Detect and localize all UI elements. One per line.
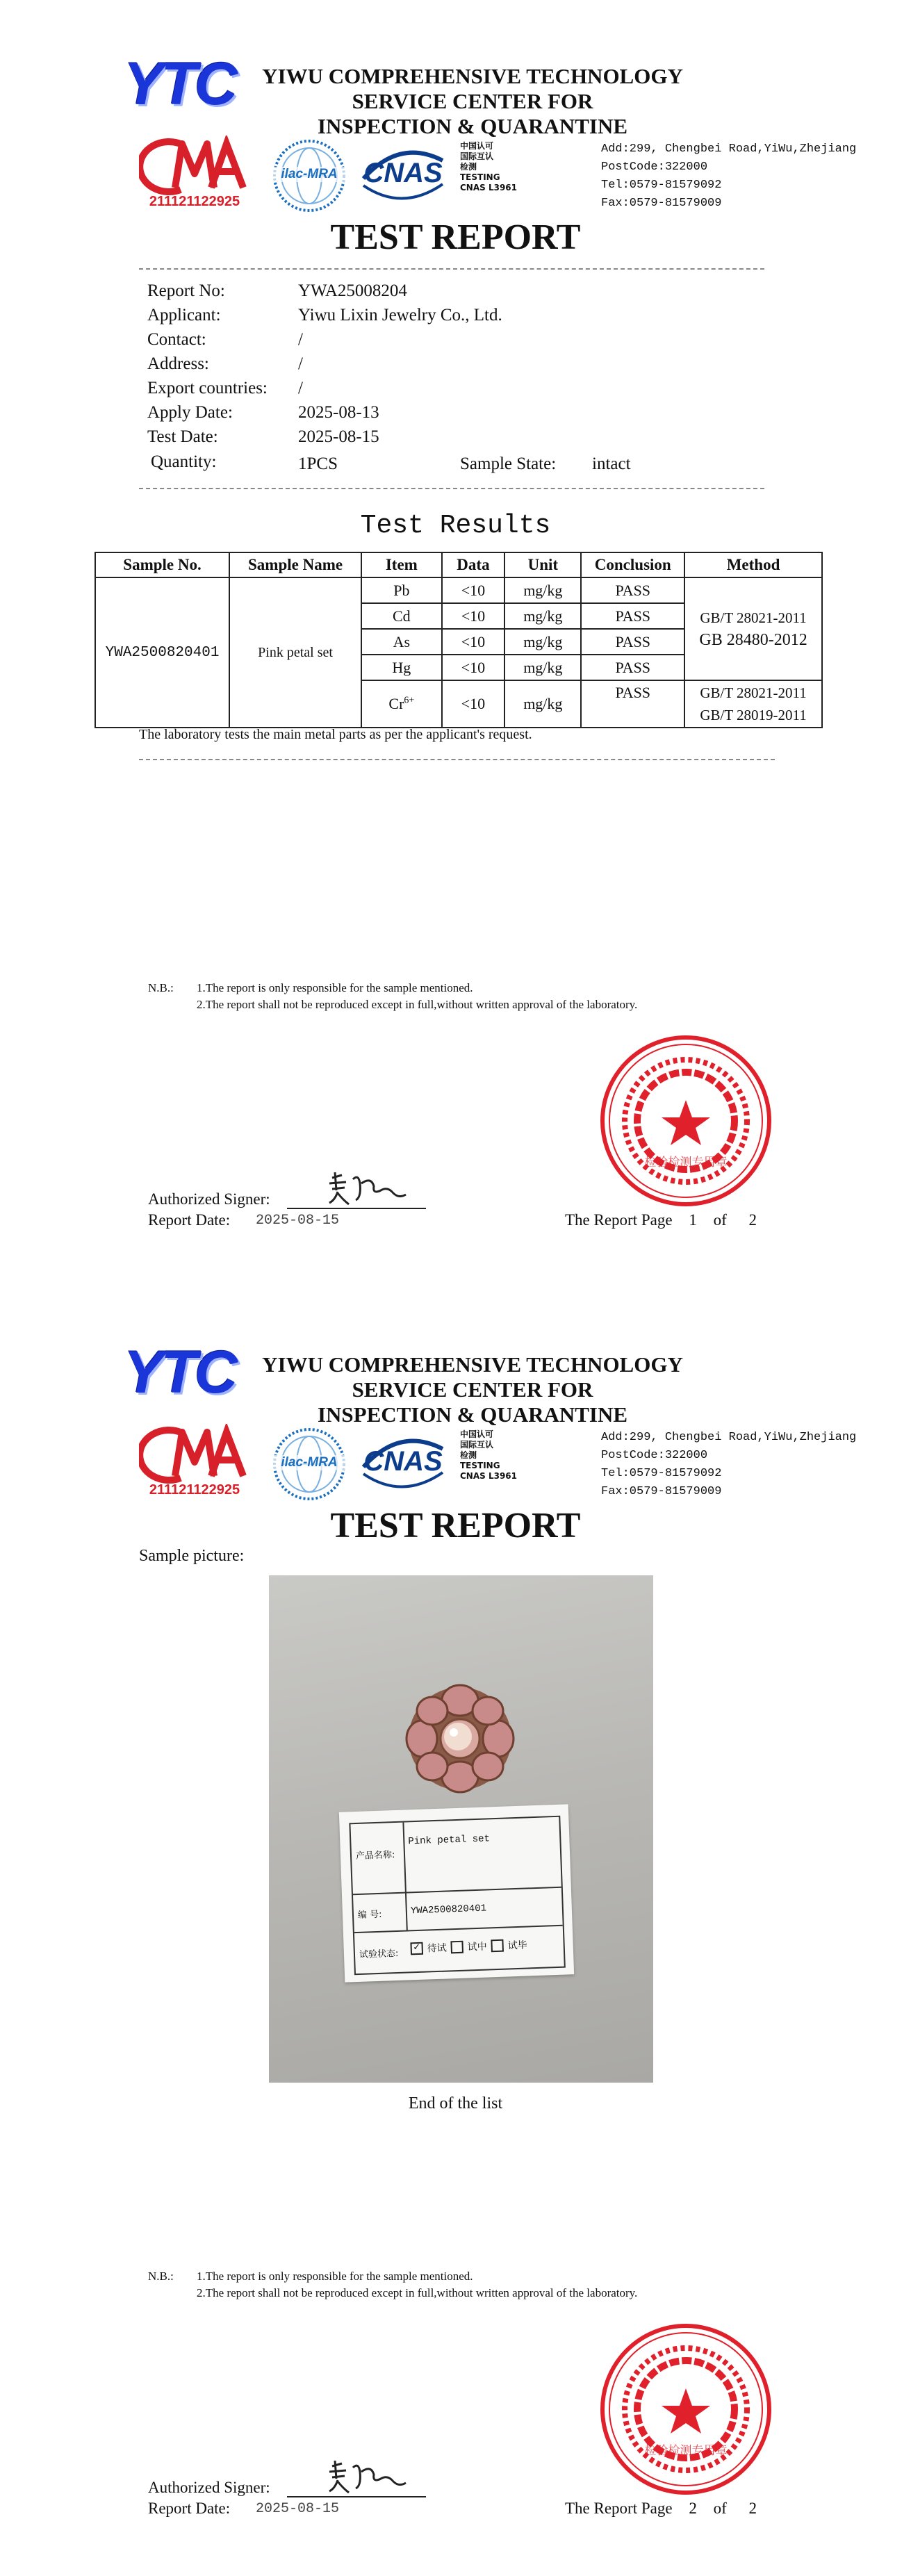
col-sample-no: Sample No. (95, 552, 229, 577)
conclusion-cell: PASS (581, 603, 684, 629)
card-option-3: 试毕 (507, 1939, 527, 1952)
data-cell: <10 (442, 577, 505, 603)
address-label: Address: (147, 354, 209, 373)
cnas-text: CNAS (363, 158, 443, 188)
checkbox-icon (491, 1939, 504, 1953)
data-cell: <10 (442, 629, 505, 655)
ytc-logo: YTC (124, 1339, 235, 1406)
card-option-2: 试中 (467, 1941, 487, 1953)
cma-logo (139, 136, 250, 212)
of-label: of (713, 2500, 727, 2517)
card-no-value: YWA2500820401 (410, 1903, 487, 1917)
page-current: 1 (689, 1211, 697, 1229)
unit-cell: mg/kg (504, 603, 581, 629)
divider (139, 488, 764, 489)
page-current: 2 (689, 2500, 697, 2517)
table-row (95, 577, 822, 603)
contact-value: / (298, 330, 303, 349)
applicant-value: Yiwu Lixin Jewelry Co., Ltd. (298, 306, 502, 325)
apply-date-label: Apply Date: (147, 403, 233, 422)
contact-block (601, 140, 856, 213)
jewelry-icon (401, 1680, 519, 1798)
org-fax: Fax:0579-81579009 (601, 1485, 722, 1498)
card-name-label: 产品名称: (355, 1850, 395, 1862)
report-date-value: 2025-08-15 (256, 1213, 340, 1229)
org-line-1: YIWU COMPREHENSIVE TECHNOLOGY (262, 64, 683, 88)
sample-picture-label: Sample picture: (139, 1547, 245, 1565)
report-page-2 (0, 1288, 911, 2576)
test-date-label: Test Date: (147, 427, 218, 446)
sample-state-label: Sample State: (460, 454, 557, 473)
org-fax: Fax:0579-81579009 (601, 197, 722, 210)
report-title: TEST REPORT (330, 218, 581, 257)
divider (139, 268, 764, 270)
end-of-list: End of the list (408, 2094, 503, 2113)
report-no-value: YWA25008204 (298, 281, 407, 300)
col-item: Item (361, 552, 442, 577)
item-cell: As (361, 629, 442, 655)
nb-label: N.B.: (148, 981, 174, 994)
nb-notes (148, 980, 773, 1011)
conclusion-cell: PASS (581, 655, 684, 680)
org-line-2: SERVICE CENTER FOR (352, 89, 593, 113)
org-postcode: PostCode:322000 (601, 161, 708, 174)
org-name (257, 1352, 688, 1427)
cnas-cn-2: 国际互认 (460, 1440, 494, 1450)
item-cell: Pb (361, 577, 442, 603)
checkbox-icon (450, 1941, 463, 1954)
cnas-text: CNAS (363, 1446, 443, 1477)
nb-notes (148, 2268, 773, 2299)
sample-state-value: intact (592, 454, 631, 473)
contact-block (601, 1429, 856, 1501)
cma-number: 211121122925 (149, 194, 240, 209)
org-line-1: YIWU COMPREHENSIVE TECHNOLOGY (262, 1352, 683, 1377)
nb-line-1: 1.The report is only responsible for the sample mentioned. (197, 981, 473, 994)
stamp-center-text: 检验检测专用章 (644, 2444, 728, 2458)
org-line-3: INSPECTION & QUARANTINE (317, 114, 628, 138)
cnas-cn-3: 检测 (460, 162, 477, 172)
cnas-caption (460, 1429, 517, 1482)
item-cr: Cr (388, 695, 404, 712)
nb-label: N.B.: (148, 2270, 174, 2283)
org-address: Add:299, Chengbei Road,YiWu,Zhejiang (601, 1431, 857, 1444)
data-cell: <10 (442, 603, 505, 629)
ilac-mra-logo (271, 1426, 347, 1502)
cnas-logo (358, 142, 448, 205)
org-postcode: PostCode:322000 (601, 1449, 708, 1462)
org-tel: Tel:0579-81579092 (601, 179, 722, 192)
unit-cell: mg/kg (504, 680, 581, 728)
conclusion-cell: PASS (581, 629, 684, 655)
data-cell: <10 (442, 655, 505, 680)
quantity-label: Quantity: (151, 452, 217, 471)
card-option-1: 待试 (427, 1942, 448, 1955)
org-address: Add:299, Chengbei Road,YiWu,Zhejiang (601, 142, 857, 156)
export-value: / (298, 379, 303, 397)
org-line-2: SERVICE CENTER FOR (352, 1377, 593, 1402)
col-data: Data (442, 552, 505, 577)
report-no-label: Report No: (147, 281, 225, 300)
results-header-row (95, 552, 822, 577)
apply-date-value: 2025-08-13 (298, 403, 379, 422)
page-number (565, 1211, 757, 1229)
cnas-logo (358, 1431, 448, 1493)
page-label: The Report Page (565, 2500, 673, 2517)
org-name (257, 64, 688, 139)
divider (139, 759, 775, 760)
of-label: of (713, 1211, 727, 1229)
signer-label: Authorized Signer: (148, 1190, 270, 1208)
data-cell: <10 (442, 680, 505, 728)
sample-photo (269, 1575, 653, 2083)
col-sample-name: Sample Name (229, 552, 361, 577)
method-cell-2 (684, 680, 822, 728)
report-date-label: Report Date: (148, 2500, 231, 2517)
applicant-label: Applicant: (147, 306, 221, 325)
col-unit: Unit (504, 552, 581, 577)
org-tel: Tel:0579-81579092 (601, 1467, 722, 1480)
ytc-logo: YTC (124, 51, 235, 117)
signer-label: Authorized Signer: (148, 2479, 270, 2496)
quantity-value: 1PCS (298, 454, 338, 473)
signature-line (287, 1208, 426, 1209)
item-cell: Cd (361, 603, 442, 629)
page-number (565, 2500, 757, 2518)
card-state-label: 试验状态: (359, 1948, 399, 1960)
report-date-label: Report Date: (148, 1211, 231, 1229)
cma-logo (139, 1424, 250, 1500)
cnas-number: CNAS L3961 (460, 183, 518, 192)
address-value: / (298, 354, 303, 373)
report-title: TEST REPORT (330, 1506, 581, 1545)
conclusion-cell: PASS (581, 577, 684, 603)
export-label: Export countries: (147, 379, 268, 397)
card-frame (349, 1816, 565, 1975)
page-label: The Report Page (565, 1211, 673, 1229)
cnas-cn-2: 国际互认 (460, 151, 494, 161)
signature-line (287, 2496, 426, 2497)
signature-icon (284, 1170, 409, 1211)
cma-number: 211121122925 (149, 1482, 240, 1498)
nb-line-2: 2.The report shall not be reproduced except in full,without written approval of the laboratory. (197, 998, 638, 1011)
sample-label-card (339, 1804, 574, 1982)
cnas-testing: TESTING (460, 1461, 500, 1470)
sample-no-cell: YWA2500820401 (95, 577, 229, 728)
item-cell (361, 680, 442, 728)
nb-line-1: 1.The report is only responsible for the sample mentioned. (197, 2270, 473, 2283)
nb-line-2: 2.The report shall not be reproduced except in full,without written approval of the laboratory. (197, 2286, 638, 2299)
method-2b: GB/T 28019-2011 (700, 707, 807, 723)
col-conclusion: Conclusion (581, 552, 684, 577)
lab-note: The laboratory tests the main metal parts as per the applicant's request. (139, 727, 532, 742)
unit-cell: mg/kg (504, 655, 581, 680)
contact-label: Contact: (147, 330, 206, 349)
cnas-testing: TESTING (460, 172, 500, 182)
checked-box-icon: ✓ (410, 1942, 423, 1955)
method-cell-1 (684, 577, 822, 680)
report-date-value: 2025-08-15 (256, 2501, 340, 2517)
ilac-text: ilac-MRA (271, 1455, 347, 1470)
card-state-options (410, 1938, 527, 1956)
cnas-cn-3: 检测 (460, 1450, 477, 1460)
signature-icon (284, 2458, 409, 2500)
cnas-number: CNAS L3961 (460, 1471, 518, 1481)
conclusion-cell: PASS (581, 680, 684, 728)
unit-cell: mg/kg (504, 577, 581, 603)
cnas-cn-1: 中国认可 (460, 141, 494, 151)
ilac-mra-logo (271, 138, 347, 214)
method-1a: GB/T 28021-2011 (700, 609, 807, 626)
stamp-center-text: 检验检测专用章 (644, 1156, 728, 1170)
cnas-cn-1: 中国认可 (460, 1429, 494, 1439)
method-1b: GB 28480-2012 (699, 631, 807, 649)
col-method: Method (684, 552, 822, 577)
method-2a: GB/T 28021-2011 (700, 684, 807, 701)
page-total: 2 (748, 1211, 757, 1229)
ilac-text: ilac-MRA (271, 167, 347, 182)
test-date-value: 2025-08-15 (298, 427, 379, 446)
card-no-label: 编 号: (357, 1909, 382, 1921)
page-total: 2 (748, 2500, 757, 2517)
results-title: Test Results (360, 511, 551, 541)
cnas-caption (460, 141, 517, 193)
item-cell: Hg (361, 655, 442, 680)
card-name-value: Pink petal set (408, 1833, 491, 1848)
item-cr-sup: 6+ (404, 695, 415, 706)
org-line-3: INSPECTION & QUARANTINE (317, 1402, 628, 1427)
results-table (95, 552, 823, 728)
unit-cell: mg/kg (504, 629, 581, 655)
sample-name-cell: Pink petal set (229, 577, 361, 728)
